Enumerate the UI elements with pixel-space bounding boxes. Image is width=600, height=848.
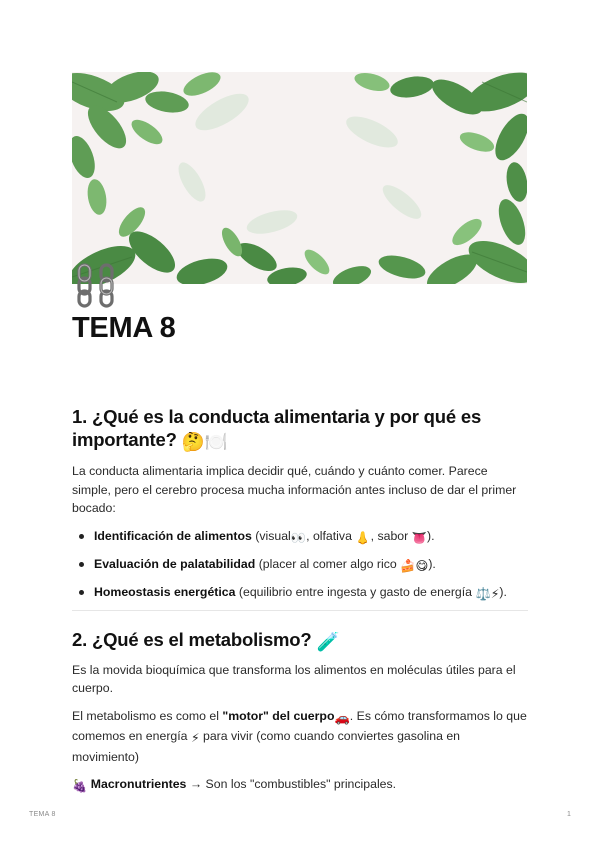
list-item xyxy=(72,583,528,603)
section2-heading-text: 2. ¿Qué es el metabolismo? xyxy=(72,628,312,650)
section2-heading xyxy=(72,628,528,653)
bullet-text: (placer al comer algo rico xyxy=(255,556,401,571)
section2-paragraph-1: Es la movida bioquímica que transforma los alimentos en moléculas útiles para el cuerpo. xyxy=(72,662,516,695)
bullet-bold-text: Identificación de alimentos xyxy=(94,528,252,543)
bullet-text: ). xyxy=(426,528,435,543)
bullet-text: , olfativa xyxy=(306,528,356,543)
paragraph-bold-text: Macronutrientes xyxy=(90,777,187,791)
grapes-emoji-icon: 🍇 xyxy=(72,779,88,793)
bullet-bold-text: Homeostasis energética xyxy=(94,584,236,599)
tongue-emoji-icon: 👅 xyxy=(411,530,427,545)
paragraph-text: → Son los "combustibles" principales. xyxy=(186,777,397,791)
eyes-emoji-icon: 👀 xyxy=(290,530,307,545)
bullet-text: (visual xyxy=(251,528,291,543)
leaves-illustration xyxy=(72,72,527,284)
section-divider xyxy=(72,610,528,611)
paragraph-text: . Es cómo transformamos lo que comemos en energía xyxy=(72,708,527,743)
bullet-text: (equilibrio entre ingesta y gasto de energía xyxy=(235,584,476,599)
section2-paragraph-3 xyxy=(72,775,528,796)
car-emoji-icon: 🚗 xyxy=(334,710,350,725)
bullet-bold-text: Evaluación de palatabilidad xyxy=(94,556,256,571)
paragraph-text: El metabolismo es como el xyxy=(72,708,223,723)
cake-yum-emoji-icon: 🍰😋 xyxy=(400,558,429,573)
bullet-text: ). xyxy=(499,584,507,599)
page-title: TEMA 8 xyxy=(72,312,176,344)
section1-bullet-list xyxy=(72,527,528,603)
paragraph-bold-text: "motor" del cuerpo xyxy=(222,708,335,723)
cover-image xyxy=(72,72,527,284)
list-item xyxy=(72,555,528,575)
nose-emoji-icon: 👃 xyxy=(355,530,371,545)
section1-heading xyxy=(72,405,512,453)
footer-document-label: TEMA 8 xyxy=(29,811,56,818)
bullet-text: ). xyxy=(428,556,436,571)
section1-heading-text: 1. ¿Qué es la conducta alimentaria y por qué es importante? xyxy=(72,406,482,450)
page-content xyxy=(72,405,528,796)
paragraph-text: para vivir (como cuando conviertes gasolina en movimiento) xyxy=(72,729,460,764)
section1-intro: La conducta alimentaria implica decidir qué, cuándo y cuánto comer. Parece simple, pero el cerebro procesa mucha información antes incluso de dar el primer bocado: xyxy=(72,464,517,515)
lightning-emoji-icon: ⚡ xyxy=(190,731,200,745)
footer-page-number: 1 xyxy=(567,811,571,818)
list-item xyxy=(72,527,528,547)
test-tube-emoji-icon: 🧪 xyxy=(316,630,340,652)
section2-paragraph-2 xyxy=(72,707,528,767)
thinking-plate-emoji-icon: 🤔🍽️ xyxy=(181,431,228,452)
chain-icon xyxy=(75,262,117,308)
scale-energy-emoji-icon: ⚖️⚡ xyxy=(475,586,500,601)
bullet-text: , sabor xyxy=(370,528,412,543)
